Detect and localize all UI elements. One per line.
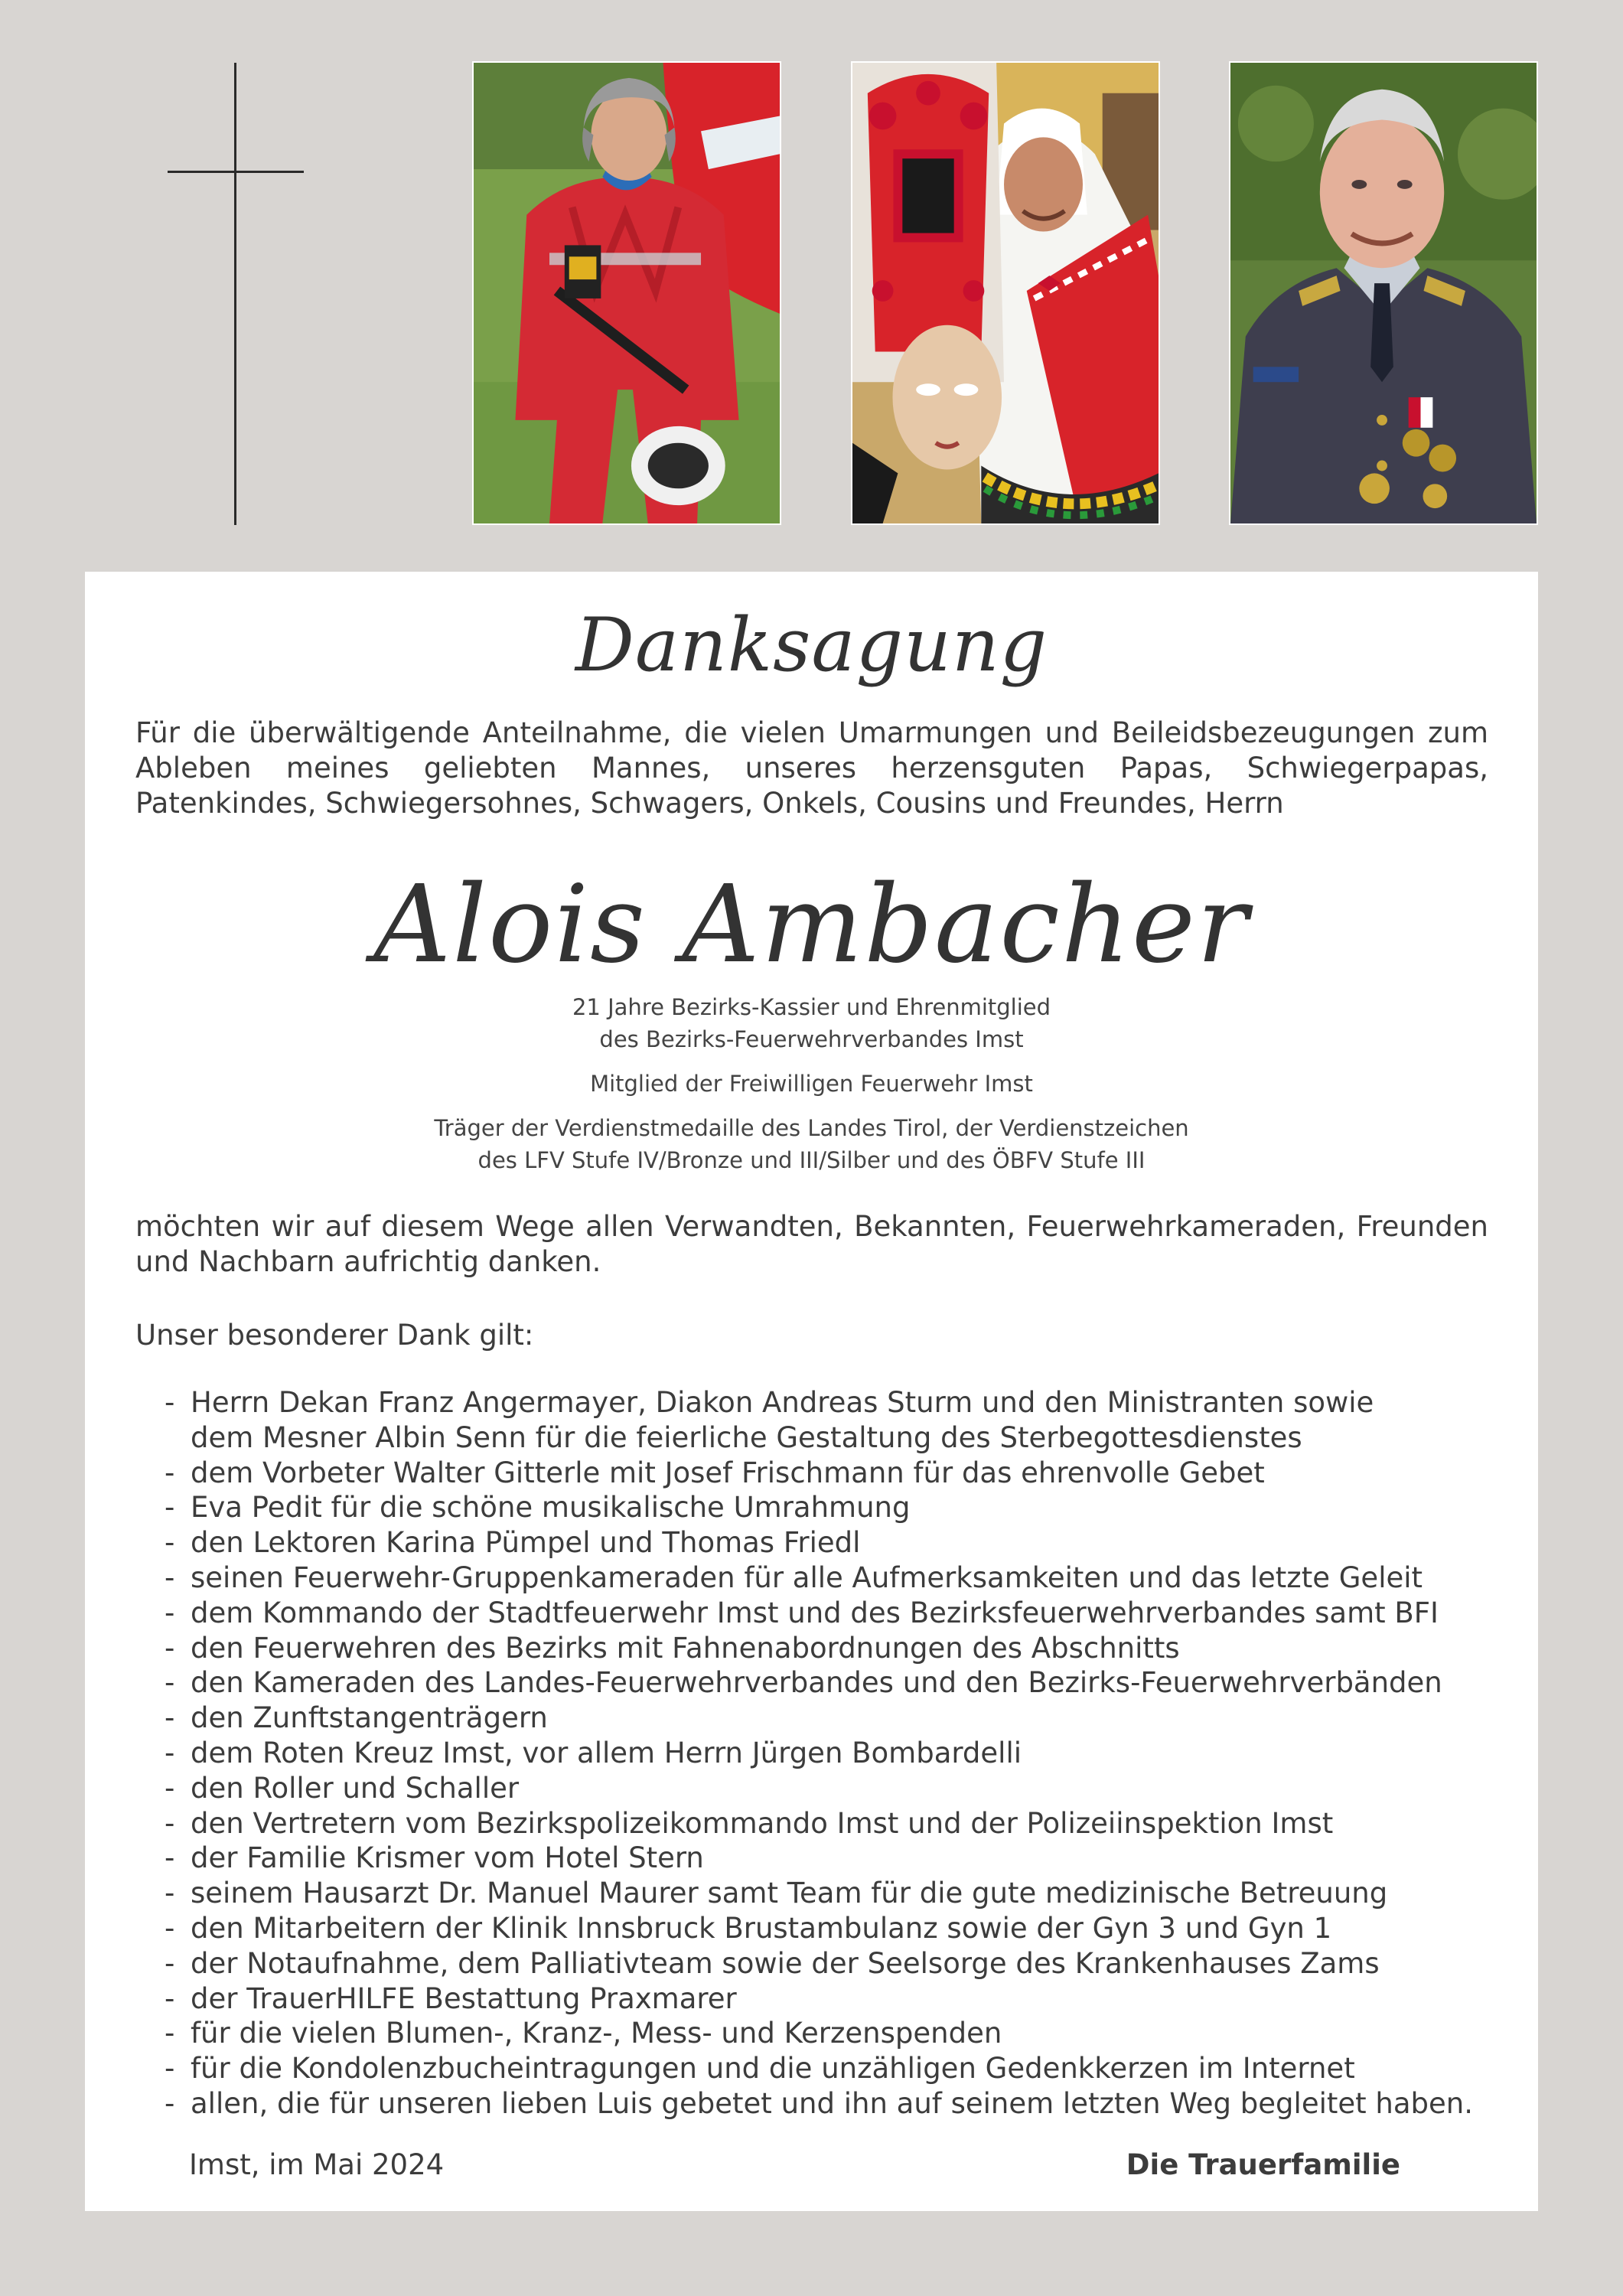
deceased-name: Alois Ambacher: [373, 863, 1250, 987]
list-item: dem Mesner Albin Senn für die feierliche Gestaltung des Sterbegottesdienstes: [191, 1420, 1302, 1454]
page-title: Danksagung: [575, 602, 1048, 688]
list-item: - den Feuerwehren des Bezirks mit Fahnenabordnungen des Abschnitts: [155, 1631, 1502, 1666]
intro-paragraph: Für die überwältigende Anteilnahme, die vielen Umarmungen und Beileidsbezeugungen zum Ableben meines geliebten Mannes, unseres herzensguten Papas, Schwiegerpapas, Patenkindes, Schwiegersohnes, Schwagers, Onkels, Cousins und Freundes, Herrn: [135, 716, 1488, 820]
honor-line: 21 Jahre Bezirks-Kassier und Ehrenmitglied: [572, 994, 1051, 1020]
list-item: - seinen Feuerwehr-Gruppenkameraden für alle Aufmerksamkeiten und das letzte Geleit: [155, 1561, 1502, 1596]
thanks-paragraph: möchten wir auf diesem Wege allen Verwandten, Bekannten, Feuerwehrkameraden, Freunden und Nachbarn aufrichtig danken.: [135, 1210, 1488, 1278]
list-item: - den Roller und Schaller: [155, 1771, 1502, 1806]
list-item: - für die vielen Blumen-, Kranz-, Mess- und Kerzenspenden: [155, 2016, 1502, 2051]
list-item: - dem Kommando der Stadtfeuerwehr Imst und des Bezirksfeuerwehrverbandes samt BFI: [155, 1596, 1502, 1631]
list-item: - den Zunftstangenträgern: [155, 1701, 1502, 1736]
honor-line: des LFV Stufe IV/Bronze und III/Silber und des ÖBFV Stufe III: [477, 1147, 1146, 1173]
obituary-card: [85, 572, 1538, 2211]
special-thanks-heading: Unser besonderer Dank gilt:: [135, 1319, 534, 1352]
thanks-list: [155, 1385, 1502, 2122]
list-item: - den Kameraden des Landes-Feuerwehrverbandes und den Bezirks-Feuerwehrverbänden: [155, 1665, 1502, 1701]
honor-line: des Bezirks-Feuerwehrverbandes Imst: [599, 1026, 1024, 1052]
place-date: Imst, im Mai 2024: [189, 2148, 445, 2181]
list-item: - seinem Hausarzt Dr. Manuel Maurer samt Team für die gute medizinische Betreuung: [155, 1876, 1502, 1911]
cross-icon-horizontal: [168, 171, 304, 173]
list-item: - den Vertretern vom Bezirkspolizeikommando Imst und der Polizeiinspektion Imst: [155, 1806, 1502, 1841]
list-item: - der TrauerHILFE Bestattung Praxmarer: [155, 1981, 1502, 2017]
photo-fire-brigade-uniform: [1229, 61, 1538, 525]
list-item: - der Familie Krismer vom Hotel Stern: [155, 1841, 1502, 1876]
cross-icon-vertical: [234, 63, 236, 525]
honor-line: Mitglied der Freiwilligen Feuerwehr Imst: [590, 1071, 1033, 1097]
honors-block: [85, 991, 1538, 1189]
list-item: - dem Vorbeter Walter Gitterle mit Josef Frischmann für das ehrenvolle Gebet: [155, 1456, 1502, 1491]
photo-carnival-costume: [851, 61, 1160, 525]
list-item: - den Lektoren Karina Pümpel und Thomas Friedl: [155, 1525, 1502, 1561]
list-item: - der Notaufnahme, dem Palliativteam sowie der Seelsorge des Krankenhauses Zams: [155, 1946, 1502, 1981]
signature: Die Trauerfamilie: [1126, 2148, 1400, 2181]
list-item: - den Mitarbeitern der Klinik Innsbruck Brustambulanz sowie der Gyn 3 und Gyn 1: [155, 1911, 1502, 1946]
list-item: - Herrn Dekan Franz Angermayer, Diakon Andreas Sturm und den Ministranten sowie: [155, 1385, 1502, 1420]
honor-line: Träger der Verdienstmedaille des Landes Tirol, der Verdienstzeichen: [434, 1115, 1189, 1141]
list-item: - dem Roten Kreuz Imst, vor allem Herrn Jürgen Bombardelli: [155, 1736, 1502, 1771]
list-item: - allen, die für unseren lieben Luis gebetet und ihn auf seinem letzten Weg begleitet haben.: [155, 2086, 1502, 2122]
photo-rescue-suit: [472, 61, 781, 525]
list-item: - für die Kondolenzbucheintragungen und die unzähligen Gedenkkerzen im Internet: [155, 2051, 1502, 2086]
list-item: - Eva Pedit für die schöne musikalische Umrahmung: [155, 1490, 1502, 1525]
